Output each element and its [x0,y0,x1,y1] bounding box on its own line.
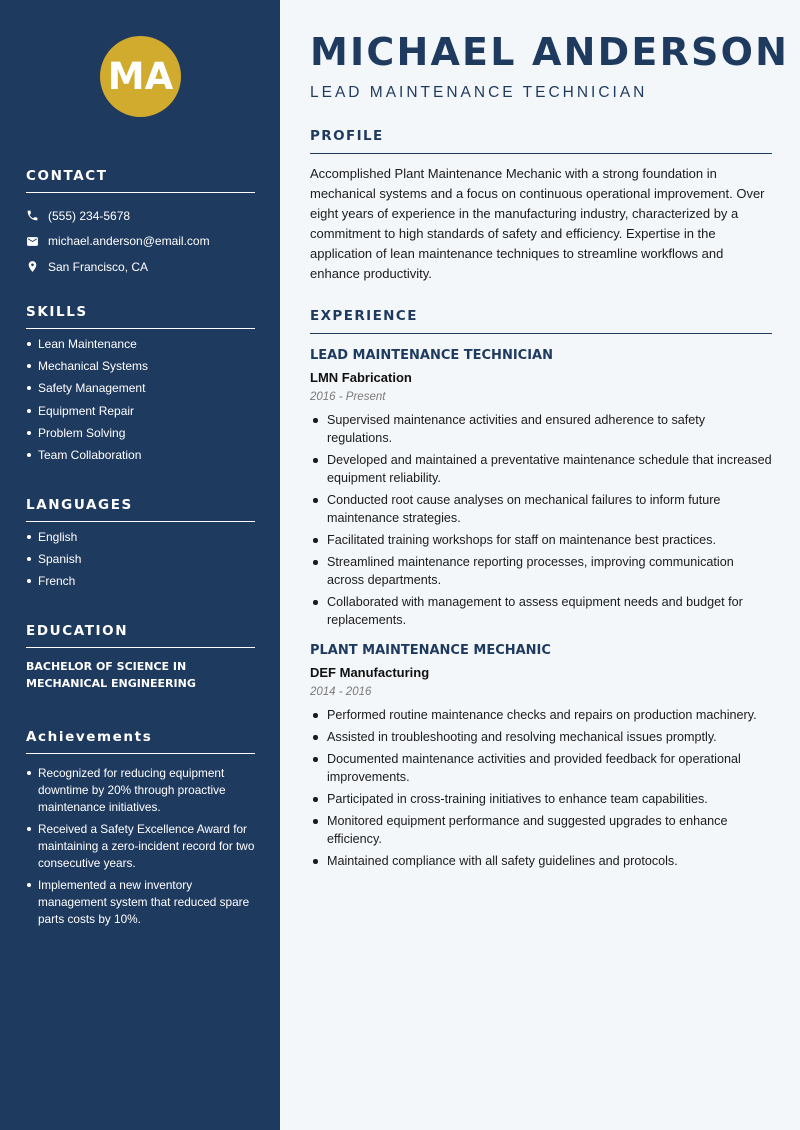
language-item: French [26,574,255,588]
education-heading: EDUCATION [26,623,255,648]
job-bullet: Monitored equipment performance and suggested upgrades to enhance efficiency. [310,812,772,848]
job-company: LMN Fabrication [310,370,412,385]
experience-section [310,308,772,874]
profile-heading: PROFILE [310,128,772,154]
degree: BACHELOR OF SCIENCE IN MECHANICAL ENGINEERING [26,660,196,690]
job-bullets [310,411,772,629]
contact-heading: CONTACT [26,168,255,193]
experience-heading: EXPERIENCE [310,308,772,334]
job-bullet: Performed routine maintenance checks and repairs on production machinery. [310,706,772,724]
job-bullet: Conducted root cause analyses on mechanical failures to inform future maintenance strategies. [310,491,772,527]
phone-icon [26,209,39,222]
job-bullet: Assisted in troubleshooting and resolving mechanical issues promptly. [310,728,772,746]
achievements-heading: Achievements [26,729,255,754]
job-bullet: Documented maintenance activities and provided feedback for operational improvements. [310,750,772,786]
job-bullet: Collaborated with management to assess equipment needs and budget for replacements. [310,593,772,629]
achievements-section [26,729,255,933]
job-bullet: Facilitated training workshops for staff on maintenance best practices. [310,531,772,549]
contact-list [26,203,255,280]
location-text: San Francisco, CA [48,259,149,274]
skill-item: Safety Management [26,381,255,395]
email-text: michael.anderson@email.com [48,234,210,249]
profile-section [310,128,772,284]
language-item: Spanish [26,552,255,566]
job-bullet: Streamlined maintenance reporting processes, improving communication across departments. [310,553,772,589]
location-icon [26,260,39,273]
skill-item: Problem Solving [26,426,255,440]
education-section [26,623,255,692]
skills-list [26,337,255,462]
job-dates: 2016 - Present [310,391,386,403]
sidebar [0,0,280,1130]
skill-item: Equipment Repair [26,404,255,418]
skill-item: Team Collaboration [26,448,255,462]
languages-list [26,530,255,588]
candidate-name: MICHAEL ANDERSON [310,30,790,74]
skills-heading: SKILLS [26,304,255,329]
avatar: MA [100,36,181,117]
email-icon [26,235,39,248]
language-item: English [26,530,255,544]
skill-item: Mechanical Systems [26,359,255,373]
contact-phone [26,203,255,229]
achievement-item: Implemented a new inventory management system that reduced spare parts costs by 10%. [26,877,255,928]
job-entry [310,348,772,629]
job-bullets [310,706,772,870]
profile-text: Accomplished Plant Maintenance Mechanic with a strong foundation in mechanical systems and a focus on continuous operational improvement. Over eight years of experience in the manufacturing industry, characterized by a commitment to high standards of safety and efficiency. Expertise in the application of lean maintenance techniques to streamline workflows and enhance productivity. [310,166,765,281]
achievements-list [26,765,255,928]
languages-section [26,497,255,597]
candidate-title: LEAD MAINTENANCE TECHNICIAN [310,84,648,101]
job-bullet: Participated in cross-training initiatives to enhance team capabilities. [310,790,772,808]
languages-heading: LANGUAGES [26,497,255,522]
contact-location [26,254,255,280]
job-bullet: Maintained compliance with all safety guidelines and protocols. [310,852,772,870]
job-bullet: Developed and maintained a preventative maintenance schedule that increased equipment reliability. [310,451,772,487]
job-entry [310,643,772,870]
job-title: LEAD MAINTENANCE TECHNICIAN [310,348,553,363]
contact-email [26,229,255,255]
job-company: DEF Manufacturing [310,665,430,680]
contact-section [26,168,255,280]
achievement-item: Received a Safety Excellence Award for maintaining a zero-incident record for two consecutive years. [26,821,255,872]
job-title: PLANT MAINTENANCE MECHANIC [310,643,551,658]
skill-item: Lean Maintenance [26,337,255,351]
achievement-item: Recognized for reducing equipment downtime by 20% through proactive maintenance initiatives. [26,765,255,816]
phone-text: (555) 234-5678 [48,208,131,223]
job-bullet: Supervised maintenance activities and ensured adherence to safety regulations. [310,411,772,447]
job-dates: 2014 - 2016 [310,686,372,698]
skills-section [26,304,255,470]
